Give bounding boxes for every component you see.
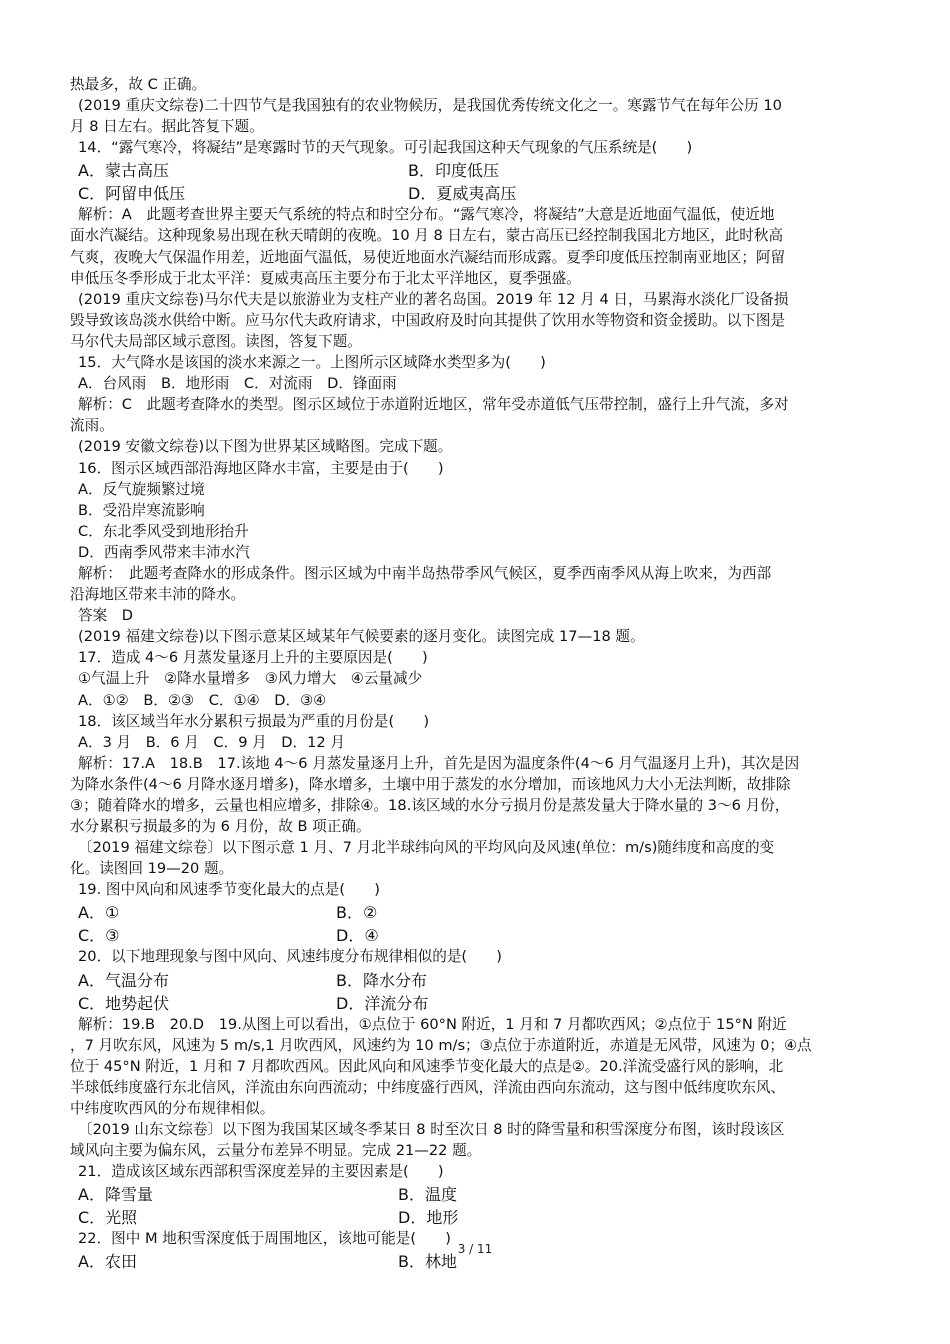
- option-a: A．①: [78, 903, 120, 923]
- text-line: 位于 45°N 附近，1 月和 7 月都吹西风。因此风向和风速季节变化最大的点是②。20.洋流受盛行风的影响，北: [70, 1057, 784, 1075]
- question-15: 15．大气降水是该国的淡水来源之一。上图所示区域降水类型多为( ): [78, 354, 546, 372]
- options-row: [70, 181, 885, 204]
- options-row: A．①② B．②③ C．①④ D．③④: [78, 691, 327, 709]
- option-d: D．④: [336, 926, 379, 946]
- option-a: A．农田: [78, 1252, 137, 1272]
- option-c: C．东北季风受到地形抬升: [78, 522, 249, 540]
- text-line: 中纬度吹西风的分布规律相似。: [70, 1099, 275, 1117]
- option-c: C．③: [78, 926, 120, 946]
- text-line: 月 8 日左右。据此答复下题。: [70, 118, 264, 136]
- option-b: B．林地: [398, 1252, 457, 1272]
- text-line: ，7 月吹东风，风速为 5 m/s,1 月吹西风，风速约为 10 m/s；③点位于赤道附近，赤道是无风带，风速为 0；④点: [70, 1036, 812, 1054]
- text-line: 气爽，夜晚大气保温作用差，近地面气温低，易使近地面水汽凝结而形成露。夏季印度低压控制南亚地区；阿留: [70, 248, 786, 266]
- text-line: ③；随着降水的增多，云量也相应增多，排除④。18.该区域的水分亏损月份是蒸发量大于降水量的 3～6 月份，: [70, 797, 790, 814]
- question-17: 17．造成 4～6 月蒸发量逐月上升的主要原因是( ): [78, 649, 428, 667]
- option-d: D．夏威夷高压: [408, 184, 517, 204]
- question-19: 19. 图中风向和风速季节变化最大的点是( ): [78, 881, 380, 899]
- option-d: D．地形: [398, 1208, 459, 1228]
- text-line: 半球低纬度盛行东北信风，洋流由东向西流动；中纬度盛行西风，洋流由西向东流动，这与图中低纬度吹东风、: [70, 1078, 786, 1096]
- option-b: B．降水分布: [336, 970, 427, 990]
- options-row: [70, 991, 885, 1014]
- analysis-15: 解析：C 此题考查降水的类型。图示区域位于赤道附近地区，常年受赤道低气压带控制，盛行上升气流，多对: [78, 396, 789, 414]
- analysis-16: 解析： 此题考查降水的形成条件。图示区域为中南半岛热带季风气候区，夏季西南季风从海上吹来，为西部: [78, 564, 772, 582]
- options-row: A．台风雨 B．地形雨 C．对流雨 D．锋面雨: [78, 375, 397, 393]
- statement-list: ①气温上升 ②降水量增多 ③风力增大 ④云量减少: [78, 670, 423, 688]
- question-21: 21．造成该区域东西部积雪深度差异的主要因素是( ): [78, 1163, 444, 1181]
- page-number: 3 / 11: [457, 1242, 493, 1256]
- question-intro: (2019 安徽文综卷)以下图为世界某区域略图。完成下题。: [78, 438, 453, 456]
- question-intro: 〔2019 山东文综卷〕以下图为我国某区域冬季某日 8 时至次日 8 时的降雪量和积雪深度分布图，该时段该区: [78, 1121, 785, 1139]
- option-b: B．温度: [398, 1185, 457, 1205]
- text-line: 申低压冬季形成于北太平洋：夏威夷高压主要分布于北太平洋地区，夏季强盛。: [70, 269, 581, 287]
- text-line: 流雨。: [70, 417, 114, 435]
- option-b: B．②: [336, 903, 378, 923]
- options-row: [70, 158, 885, 181]
- option-a: A．降雪量: [78, 1185, 153, 1205]
- question-intro: (2019 重庆文综卷)二十四节气是我国独有的农业物候历，是我国优秀传统文化之一。寒露节气在每年公历 10: [78, 97, 782, 115]
- answer-16: 答案 D: [78, 607, 134, 625]
- question-20: 20．以下地理现象与图中风向、风速纬度分布规律相似的是( ): [78, 948, 502, 966]
- question-16: 16．图示区域西部沿海地区降水丰富，主要是由于( ): [78, 459, 444, 477]
- document-page: [70, 74, 885, 1272]
- question-14: 14．“露气寒冷，将凝结”是寒露时节的天气现象。可引起我国这种天气现象的气压系统是( ): [78, 139, 693, 157]
- options-row: [70, 923, 885, 946]
- option-b: B．受沿岸寒流影响: [78, 501, 205, 519]
- options-row: [70, 1205, 885, 1228]
- question-intro: (2019 重庆文综卷)马尔代夫是以旅游业为支柱产业的著名岛国。2019 年 12 月 4 日，马累海水淡化厂设备损: [78, 290, 789, 308]
- text-line: 域风向主要为偏东风，云量分布差异不明显。完成 21—22 题。: [70, 1142, 482, 1160]
- text-line: 面水汽凝结。这种现象易出现在秋天晴朗的夜晚。10 月 8 日左右，蒙古高压已经控制我国北方地区，此时秋高: [70, 227, 784, 245]
- question-intro: 〔2019 福建文综卷〕以下图示意 1 月、7 月北半球纬向风的平均风向及风速(单位：m/s)随纬度和高度的变: [78, 839, 775, 857]
- analysis-14: 解析：A 此题考查世界主要天气系统的特点和时空分布。“露气寒冷，将凝结”大意是近地面气温低，使近地: [78, 206, 775, 224]
- analysis-17-18: 解析：17.A 18.B 17.该地 4～6 月蒸发量逐月上升，首先是因为温度条件(4～6 月气温逐月上升)，其次是因: [78, 754, 800, 772]
- option-b: B．印度低压: [408, 161, 499, 181]
- text-line: 水分累积亏损最多的为 6 月份，故 B 项正确。: [70, 818, 371, 836]
- analysis-19-20: 解析：19.B 20.D 19.从图上可以看出，①点位于 60°N 附近，1 月和 7 月都吹西风；②点位于 15°N 附近: [78, 1015, 787, 1033]
- option-c: C．阿留申低压: [78, 184, 186, 204]
- option-c: C．光照: [78, 1208, 138, 1228]
- question-22: 22．图中 M 地积雪深度低于周围地区，该地可能是( ): [78, 1230, 451, 1248]
- question-intro: (2019 福建文综卷)以下图示意某区域某年气候要素的逐月变化。读图完成 17—18 题。: [78, 628, 645, 646]
- text-line: 毁导致该岛淡水供给中断。应马尔代夫政府请求，中国政府及时向其提供了饮用水等物资和资金援助。以下图是: [70, 311, 786, 329]
- options-row: [70, 1182, 885, 1205]
- options-row: [70, 900, 885, 923]
- option-d: D．洋流分布: [336, 993, 429, 1013]
- text-line: 热最多，故 C 正确。: [70, 76, 207, 93]
- text-line: 为降水条件(4～6 月降水逐月增多)，降水增多，土壤中用于蒸发的水分增加，而该地风力大小无法判断，故排除: [70, 775, 791, 793]
- question-18: 18．该区域当年水分累积亏损最为严重的月份是( ): [78, 712, 430, 730]
- option-c: C．地势起伏: [78, 993, 170, 1013]
- text-line: 沿海地区带来丰沛的降水。: [70, 586, 246, 604]
- options-row: A．3 月 B．6 月 C．9 月 D．12 月: [78, 733, 345, 751]
- options-row: [70, 968, 885, 991]
- text-line: 马尔代夫局部区域示意图。读图，答复下题。: [70, 332, 362, 350]
- option-a: A．反气旋频繁过境: [78, 480, 205, 498]
- text-line: 化。读图回 19—20 题。: [70, 860, 234, 878]
- option-a: A．蒙古高压: [78, 161, 169, 181]
- option-a: A．气温分布: [78, 970, 169, 990]
- option-d: D．西南季风带来丰沛水汽: [78, 543, 250, 561]
